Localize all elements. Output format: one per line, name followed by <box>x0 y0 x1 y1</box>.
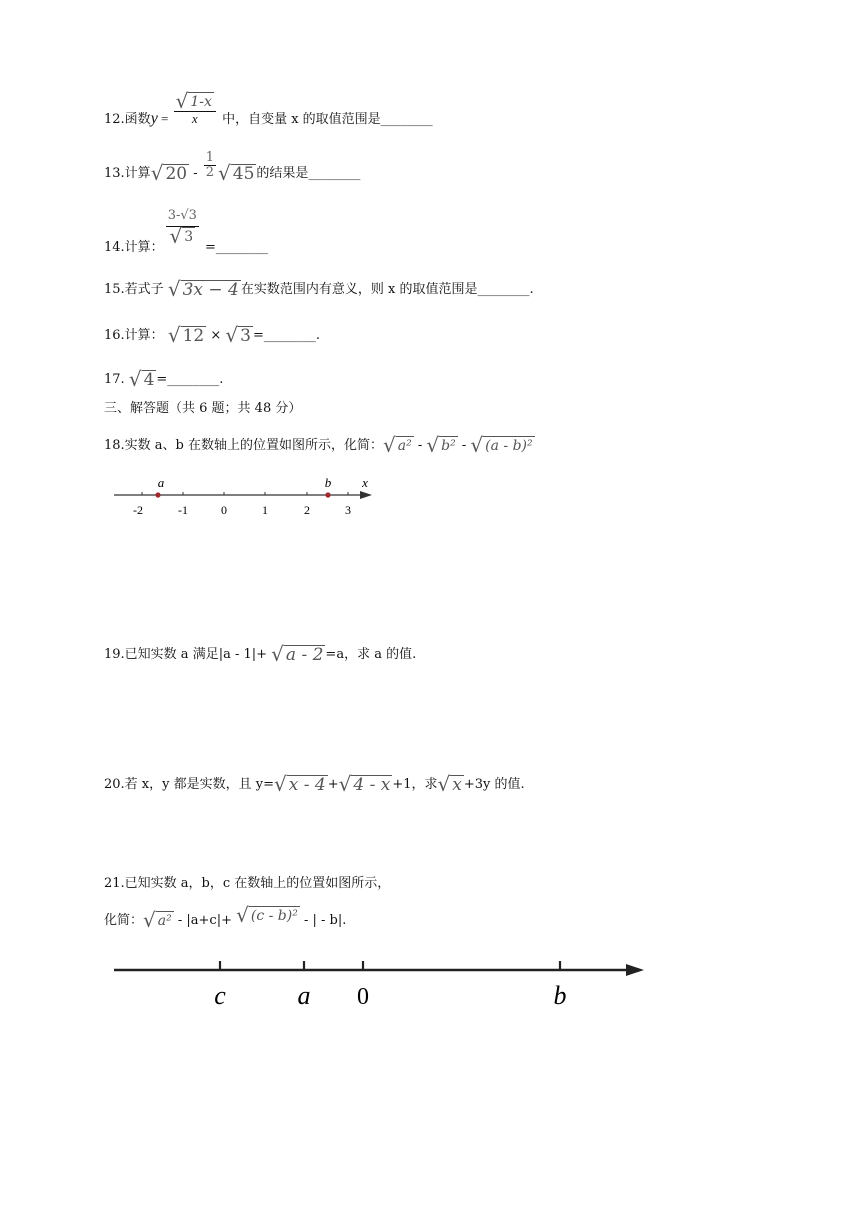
q21-mid: - |a+c|+ <box>173 913 237 928</box>
q13-minus: - <box>189 166 202 181</box>
question-20 <box>104 772 525 796</box>
point-a <box>155 492 160 497</box>
q13-sqrt-45: √ 45 <box>218 161 255 185</box>
tick-label-neg2: -2 <box>133 503 143 517</box>
q12-sqrt: √ 1-x <box>175 88 212 113</box>
q12-fraction: √ 1-x x <box>174 92 216 126</box>
q21-suffix: - | - b|. <box>299 913 347 928</box>
q18-number-line <box>110 474 380 522</box>
question-12 <box>104 88 433 129</box>
q18-sqrt-a2: √ a² <box>383 433 412 457</box>
q20-sqrt-2: √ 4 - x <box>338 772 391 796</box>
q18-sqrt-ab2: √ (a - b)² <box>470 433 533 457</box>
question-21 <box>104 903 347 932</box>
q18-minus-2: - <box>457 438 471 453</box>
q17-sqrt: √ 4 <box>128 367 155 391</box>
q20-prefix: 20.若 x，y 都是实数，且 y= <box>104 777 274 792</box>
question-18 <box>104 433 535 457</box>
question-21-intro: 21.已知实数 a，b，c 在数轴上的位置如图所示， <box>104 876 391 891</box>
question-19 <box>104 642 417 666</box>
point-b-label: b <box>324 475 332 490</box>
tick-label-1: 1 <box>262 503 268 517</box>
origin-label: 0 <box>357 984 369 1010</box>
q13-suffix: 的结果是________ <box>256 166 361 181</box>
q12-eq: = <box>157 111 172 126</box>
q12-suffix: 中，自变量 x 的取值范围是________ <box>217 112 433 127</box>
q18-minus-1: - <box>413 438 427 453</box>
q16-sqrt-3: √ 3 <box>225 323 251 347</box>
point-b-label: b <box>553 981 567 1010</box>
question-17 <box>104 367 224 391</box>
point-a-label: a <box>157 475 165 490</box>
q21-sqrt-a2: √ a² <box>143 908 172 932</box>
q14-suffix: =________ <box>200 240 268 255</box>
point-c-label: c <box>214 981 226 1010</box>
point-a-label: a <box>297 981 311 1010</box>
q15-suffix: 在实数范围内有意义，则 x 的取值范围是________. <box>240 282 534 297</box>
q15-prefix: 15.若式子 <box>104 282 168 297</box>
q18-prefix: 18.实数 a、b 在数轴上的位置如图所示，化简： <box>104 438 384 453</box>
q16-sqrt-12: √ 12 <box>167 323 205 347</box>
q20-suffix: +3y 的值. <box>463 777 525 792</box>
q21-prefix: 化简： <box>104 913 144 928</box>
q20-plus: + <box>327 777 339 792</box>
q20-sqrt-1: √ x - 4 <box>273 772 326 796</box>
q16-suffix: =________. <box>252 328 320 343</box>
tick-label-3: 3 <box>345 503 351 517</box>
q12-y: y <box>150 110 158 127</box>
q20-sqrt-3: √ x <box>437 772 462 796</box>
q16-prefix: 16.计算： <box>104 328 168 343</box>
q21-sqrt-cb2: √ (c - b)² <box>236 903 298 927</box>
tick-label-2: 2 <box>304 503 310 517</box>
q21-number-line <box>110 952 650 1014</box>
section-3-title: 三、解答题（共 6 题；共 48 分） <box>104 401 302 416</box>
q15-sqrt: √ 3x − 4 <box>167 277 239 301</box>
question-16 <box>104 323 320 347</box>
q14-prefix: 14.计算： <box>104 240 164 255</box>
q19-sqrt: √ a - 2 <box>271 642 324 666</box>
q17-suffix: =________. <box>156 372 224 387</box>
q19-prefix: 19.已知实数 a 满足|a - 1|+ <box>104 647 272 662</box>
question-15 <box>104 277 534 301</box>
q13-prefix: 13.计算 <box>104 166 151 181</box>
q13-fraction: $\frac{1}{2}$ <box>205 150 215 180</box>
tick-label-neg1: -1 <box>178 503 188 517</box>
q16-times: × <box>206 328 226 343</box>
tick-label-0: 0 <box>221 503 227 517</box>
q14-fraction: 3-√3 √ 3 <box>167 207 197 248</box>
q18-sqrt-b2: √ b² <box>426 433 456 457</box>
question-14 <box>104 207 268 257</box>
axis-x-label: x <box>362 475 368 490</box>
q13-sqrt-20: √ 20 <box>150 161 188 185</box>
q20-mid: +1，求 <box>392 777 438 792</box>
point-b <box>325 492 330 497</box>
question-13 <box>104 150 361 185</box>
q19-suffix: =a，求 a 的值. <box>325 647 417 662</box>
q12-prefix: 12.函数 <box>104 112 151 127</box>
q17-prefix: 17. <box>104 372 129 387</box>
